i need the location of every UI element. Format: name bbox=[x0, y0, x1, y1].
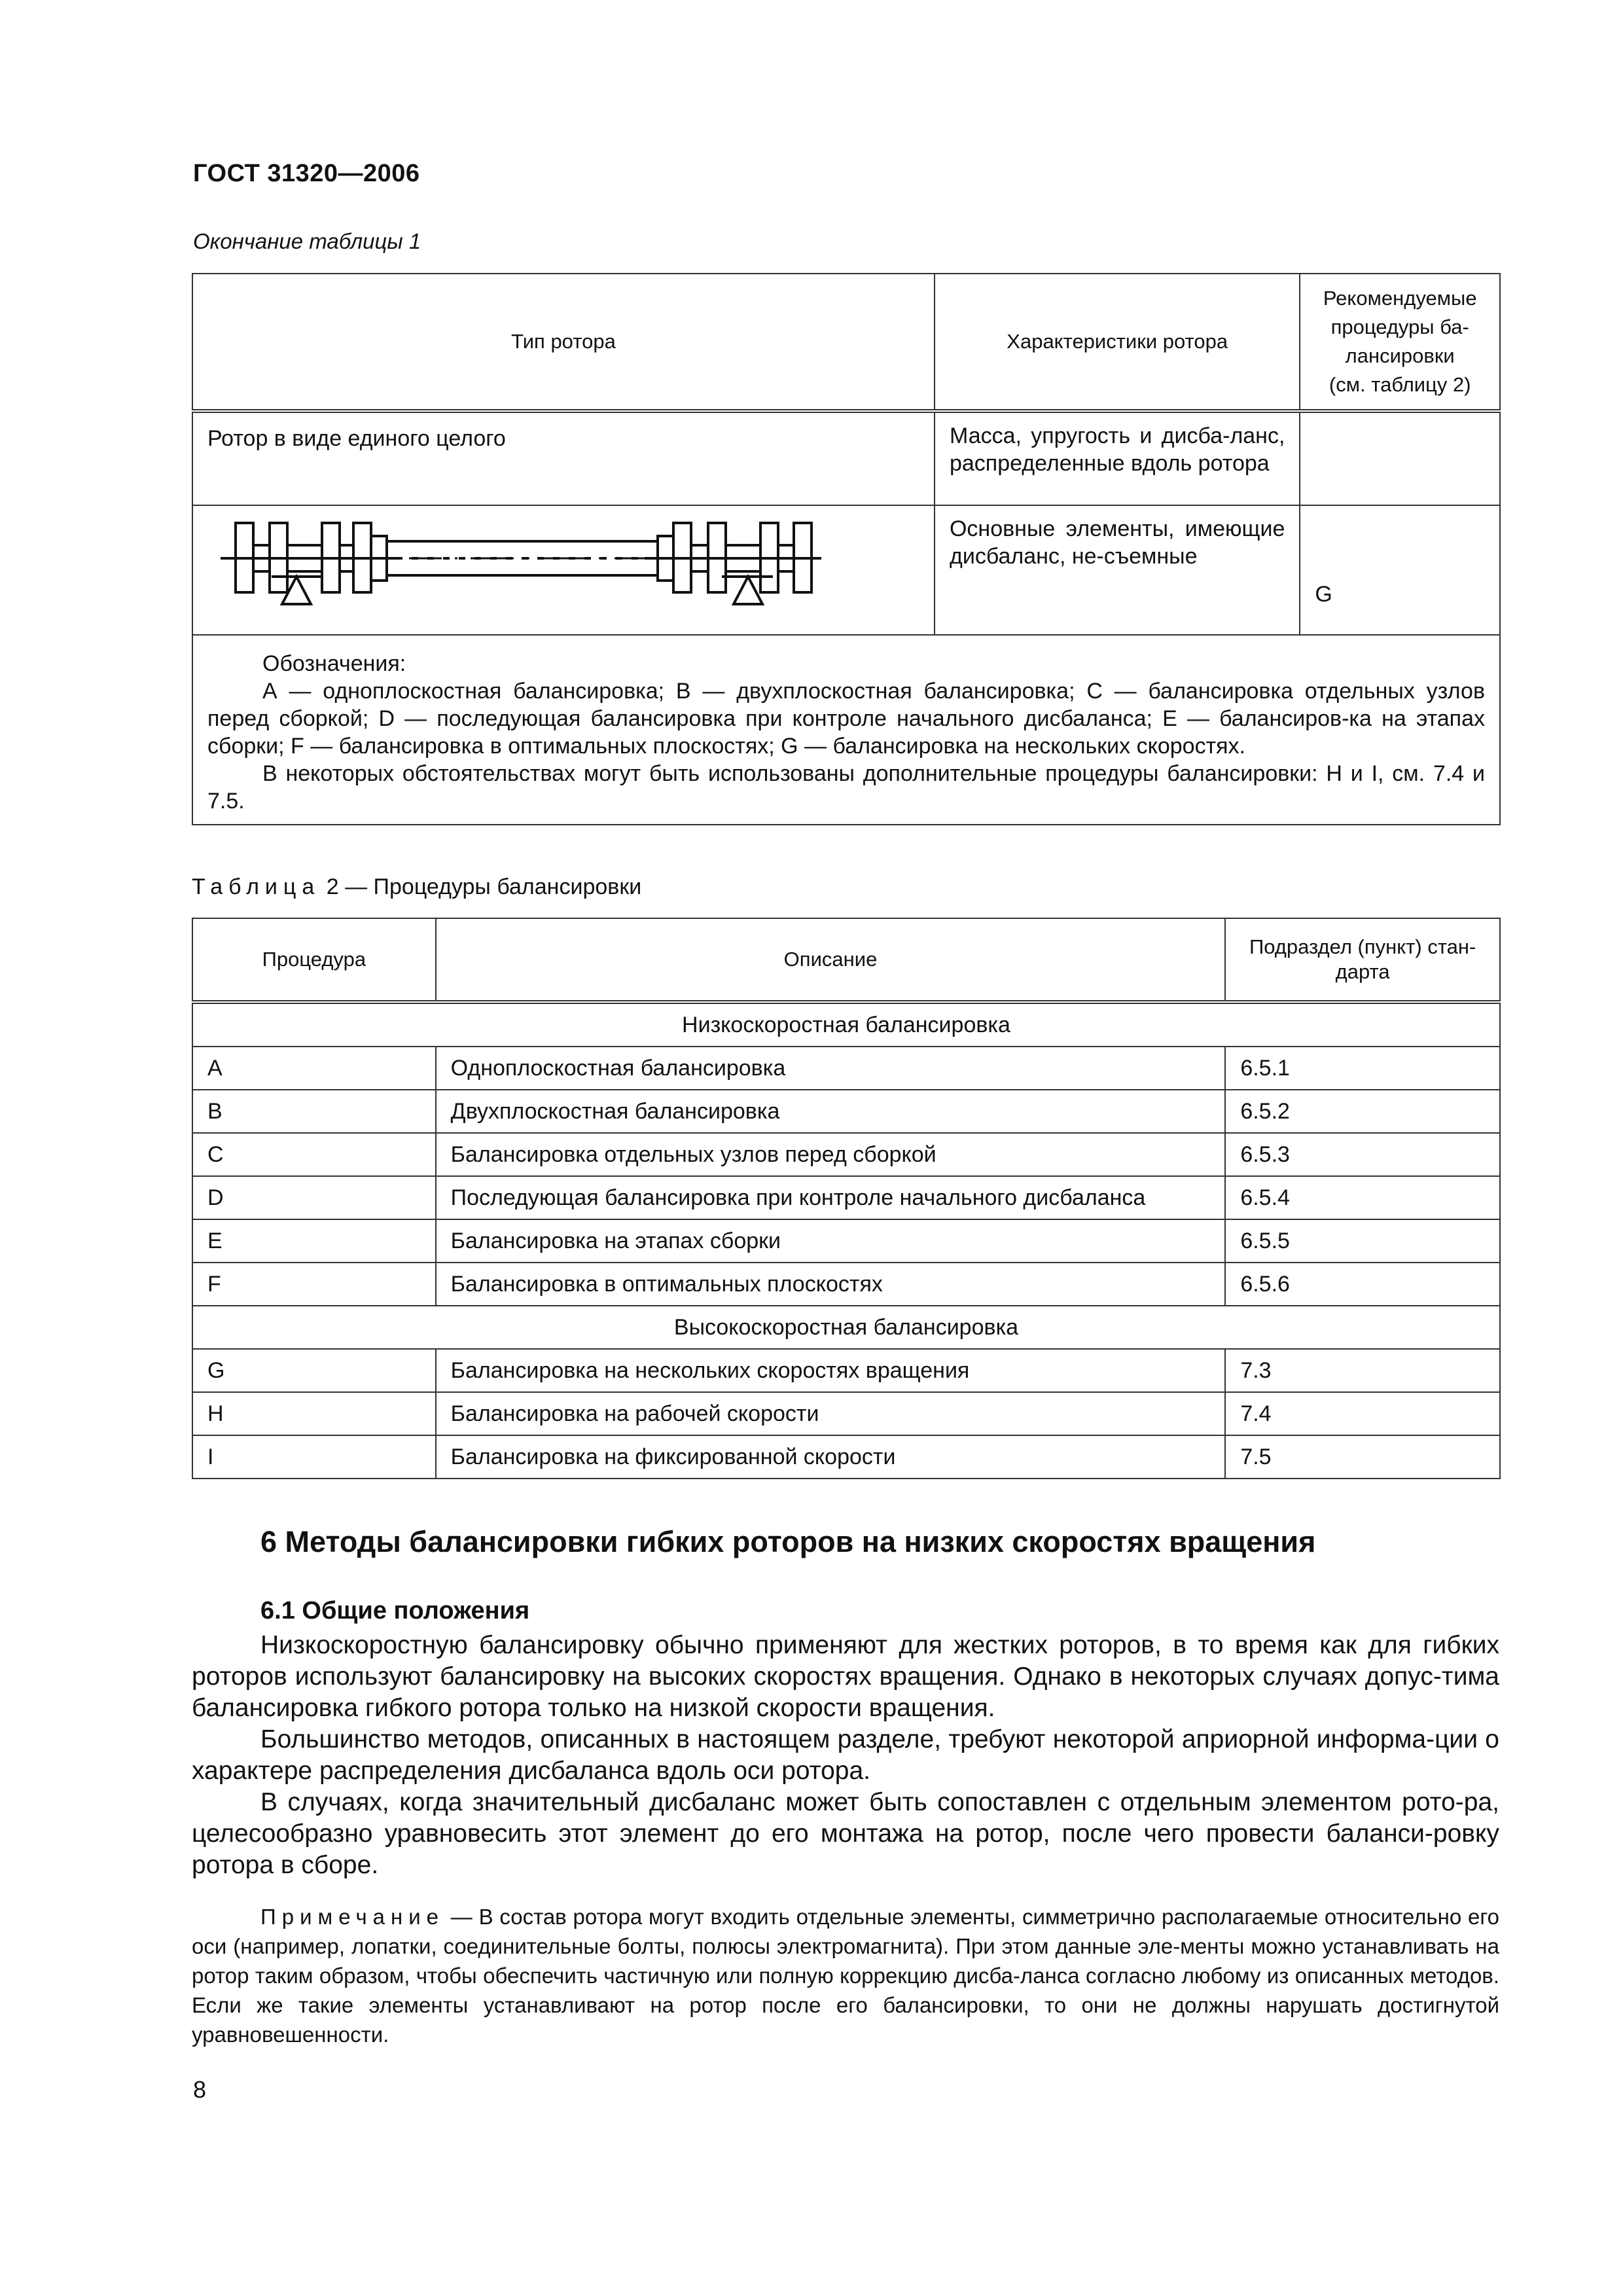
procedure-code: E bbox=[192, 1219, 436, 1263]
procedure-cell-1 bbox=[1300, 411, 1500, 505]
rotor-drawing-cell bbox=[192, 505, 935, 635]
table-row bbox=[192, 1133, 1500, 1176]
procedure-description: Балансировка на фиксированной скорости bbox=[436, 1435, 1226, 1479]
rotor-schematic bbox=[193, 506, 933, 628]
standard-reference: 7.4 bbox=[1225, 1392, 1500, 1435]
table1-header-type: Тип ротора bbox=[192, 274, 935, 411]
procedure-description: Одноплоскостная балансировка bbox=[436, 1047, 1226, 1090]
table-row bbox=[192, 1090, 1500, 1133]
procedure-code: A bbox=[192, 1047, 436, 1090]
notes-paragraph-1: А — одноплоскостная балансировка; В — двухплоскостная балансировка; С — балансировка отдельных узлов перед сборкой; D — последующая балансировка при контроле начального дисбаланса; Е — балансиров-ка на этапах сборки; F — балансировка в оптимальных плоскостях; G — балансировка на нескольких скоростях. bbox=[207, 679, 1485, 759]
table1-header-procedures bbox=[1300, 274, 1500, 411]
table2-header-reference: Подраздел (пункт) стан-дарта bbox=[1225, 918, 1500, 1002]
standard-reference: 6.5.2 bbox=[1225, 1090, 1500, 1133]
notes-paragraph-2: В некоторых обстоятельствах могут быть использованы дополнительные процедуры балансировки: Н и I, см. 7.4 и 7.5. bbox=[207, 761, 1485, 814]
standard-reference: 6.5.3 bbox=[1225, 1133, 1500, 1176]
note-text: — В состав ротора могут входить отдельные элементы, симметрично располагаемые относительно его оси (например, лопатки, соединительные болты, полюсы электромагнита). При этом данные эле-менты можно устанавливать на ротор таким образом, чтобы обеспечить частичную или полную коррекцию дисба-ланса согласно любому из описанных методов. Если же такие элементы устанавливают на ротор после его балансировки, то они не должны нарушать достигнутой уравновешенности. bbox=[192, 1905, 1499, 2047]
header-line: Рекомендуемые bbox=[1323, 287, 1477, 310]
table1 bbox=[192, 273, 1501, 825]
header-line: процедуры ба- bbox=[1330, 315, 1469, 338]
table-row bbox=[192, 1263, 1500, 1306]
standard-reference: 6.5.6 bbox=[1225, 1263, 1500, 1306]
table-row bbox=[192, 1435, 1500, 1479]
table1-notes bbox=[192, 635, 1500, 825]
header-line: (см. таблицу 2) bbox=[1329, 373, 1471, 396]
note-label: Примечание bbox=[260, 1905, 445, 1929]
standard-reference: 6.5.5 bbox=[1225, 1219, 1500, 1263]
table1-header-characteristics: Характеристики ротора bbox=[935, 274, 1300, 411]
table2-title bbox=[192, 874, 641, 900]
procedure-cell-2: G bbox=[1300, 505, 1500, 635]
standard-reference: 6.5.1 bbox=[1225, 1047, 1500, 1090]
characteristics-cell-2: Основные элементы, имеющие дисбаланс, не-съемные bbox=[935, 505, 1300, 635]
table2 bbox=[192, 918, 1501, 1479]
paragraph-3: В случаях, когда значительный дисбаланс может быть сопоставлен с отдельным элементом рото-ра, целесообразно уравновесить этот элемент до его монтажа на ротор, после чего провести баланси-ровку ротора в сборе. bbox=[192, 1788, 1499, 1879]
paragraph-2: Большинство методов, описанных в настоящем разделе, требуют некоторой априорной информа-ции о характере распределения дисбаланса вдоль оси ротора. bbox=[192, 1725, 1499, 1785]
table-row bbox=[192, 1392, 1500, 1435]
table-row bbox=[192, 1047, 1500, 1090]
note bbox=[192, 1902, 1499, 2049]
paragraph-1: Низкоскоростную балансировку обычно применяют для жестких роторов, в то время как для гибких роторов используют балансировку на высоких скоростях вращения. Однако в некоторых случаях допус-тима балансировка гибкого ротора только на низкой скорости вращения. bbox=[192, 1631, 1499, 1722]
procedure-code: D bbox=[192, 1176, 436, 1219]
document-id: ГОСТ 31320—2006 bbox=[193, 160, 420, 187]
procedure-description: Балансировка в оптимальных плоскостях bbox=[436, 1263, 1226, 1306]
standard-reference: 7.3 bbox=[1225, 1349, 1500, 1392]
standard-reference: 6.5.4 bbox=[1225, 1176, 1500, 1219]
standard-reference: 7.5 bbox=[1225, 1435, 1500, 1479]
procedure-code: B bbox=[192, 1090, 436, 1133]
procedure-code: C bbox=[192, 1133, 436, 1176]
procedure-code: H bbox=[192, 1392, 436, 1435]
table-row bbox=[192, 1219, 1500, 1263]
section-row-high-speed: Высокоскоростная балансировка bbox=[192, 1306, 1500, 1349]
procedure-code: G bbox=[192, 1349, 436, 1392]
table-row bbox=[192, 1176, 1500, 1219]
table2-header-description: Описание bbox=[436, 918, 1226, 1002]
procedure-description: Балансировка на этапах сборки bbox=[436, 1219, 1226, 1263]
notes-heading: Обозначения: bbox=[262, 651, 406, 676]
procedure-description: Балансировка на нескольких скоростях вращения bbox=[436, 1349, 1226, 1392]
procedure-description: Балансировка отдельных узлов перед сборкой bbox=[436, 1133, 1226, 1176]
section-row-low-speed: Низкоскоростная балансировка bbox=[192, 1002, 1500, 1047]
table1-caption: Окончание таблицы 1 bbox=[193, 229, 421, 253]
procedure-description: Двухплоскостная балансировка bbox=[436, 1090, 1226, 1133]
note-paragraph bbox=[192, 1902, 1499, 2049]
table2-title-text: 2 — Процедуры балансировки bbox=[320, 874, 642, 899]
table-row bbox=[192, 1349, 1500, 1392]
header-line: лансировки bbox=[1345, 344, 1455, 367]
table2-header-procedure: Процедура bbox=[192, 918, 436, 1002]
body-text bbox=[192, 1630, 1499, 1881]
table2-title-label: Таблица bbox=[192, 874, 321, 899]
procedure-description: Последующая балансировка при контроле начального дисбаланса bbox=[436, 1176, 1226, 1219]
procedure-code: F bbox=[192, 1263, 436, 1306]
subsection-heading: 6.1 Общие положения bbox=[260, 1597, 530, 1624]
procedure-description: Балансировка на рабочей скорости bbox=[436, 1392, 1226, 1435]
section-heading: 6 Методы балансировки гибких роторов на низких скоростях вращения bbox=[260, 1525, 1316, 1558]
procedure-code: I bbox=[192, 1435, 436, 1479]
rotor-type-cell: Ротор в виде единого целого bbox=[192, 411, 935, 505]
page-number: 8 bbox=[193, 2076, 207, 2103]
characteristics-cell-1: Масса, упругость и дисба-ланс, распределенные вдоль ротора bbox=[935, 411, 1300, 505]
